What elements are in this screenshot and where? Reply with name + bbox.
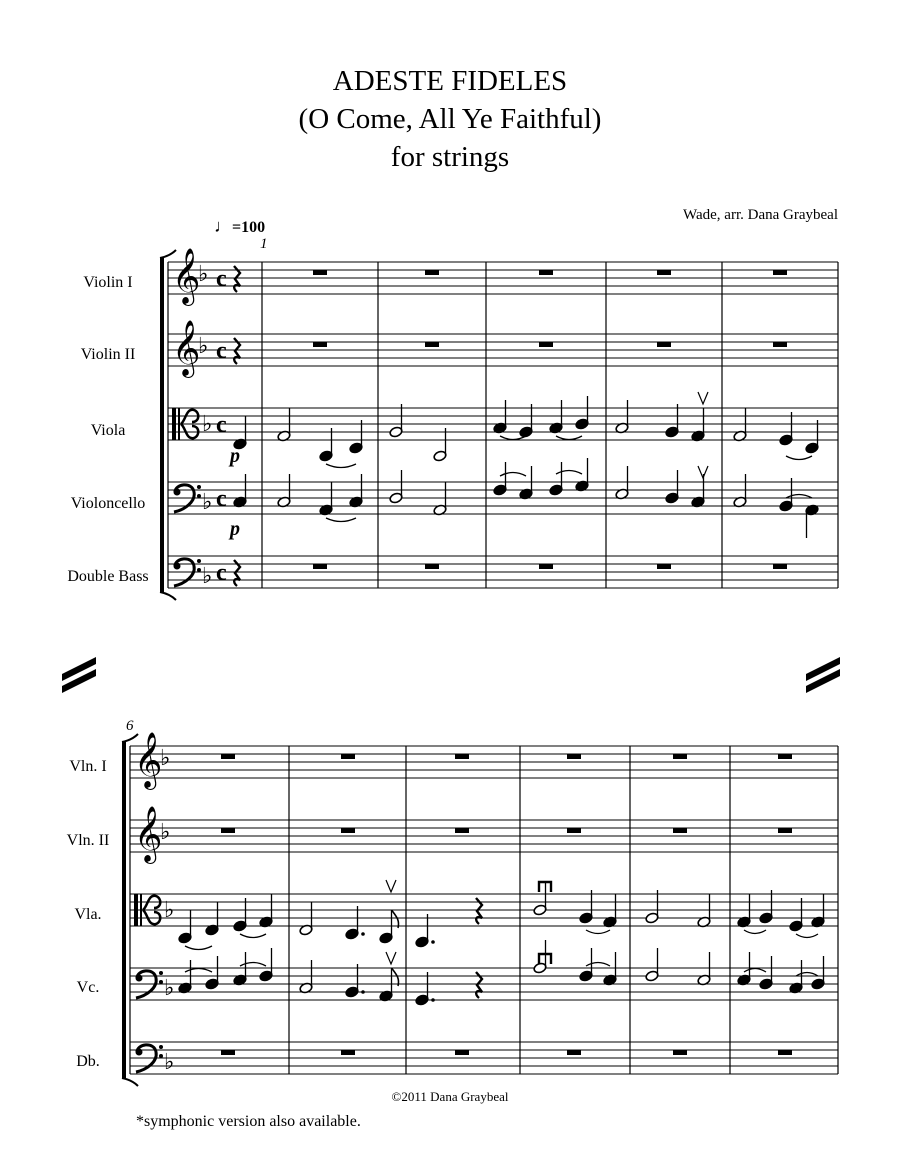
instrument-label-vc: Vc.: [76, 979, 100, 996]
whole-rest: [313, 342, 327, 347]
flat-icon: ♭: [164, 976, 175, 1001]
dot: [361, 990, 365, 994]
whole-rest: [673, 1050, 687, 1055]
treble-clef-icon: 𝄞: [134, 732, 163, 788]
flat-icon: ♭: [164, 1050, 175, 1075]
whole-rest: [773, 270, 787, 275]
whole-rest: [773, 342, 787, 347]
bracket-bottom: [160, 592, 176, 600]
alto-clef-icon: [134, 894, 138, 926]
whole-rest: [673, 828, 687, 833]
bass-clef-icon: [159, 1045, 163, 1049]
whole-rest: [778, 1050, 792, 1055]
flat-icon: ♭: [164, 898, 175, 923]
dynamic-piano-cello: p: [230, 518, 240, 540]
measure-number-system1: 1: [260, 236, 268, 252]
whole-rest: [425, 564, 439, 569]
common-time-icon: c: [216, 338, 227, 364]
whole-rest: [455, 828, 469, 833]
flat-icon: ♭: [202, 564, 213, 589]
slur: [744, 969, 766, 973]
common-time-icon: c: [216, 266, 227, 292]
alto-clef-icon: [143, 896, 160, 910]
barlines: [130, 262, 838, 1074]
system-separator-icon: [62, 657, 96, 693]
slur: [556, 436, 582, 440]
common-time-icon: c: [216, 560, 227, 586]
quarter-note-icon: ♩: [214, 216, 232, 236]
whole-rest: [567, 1050, 581, 1055]
flat-icon: ♭: [160, 746, 171, 771]
treble-clef-icon: 𝄞: [172, 320, 201, 376]
whole-rest: [778, 828, 792, 833]
flat-icon: ♭: [202, 412, 213, 437]
instrument-label-vln2: Vln. II: [66, 832, 110, 849]
alto-clef-icon: [181, 410, 198, 424]
whole-rest: [567, 754, 581, 759]
footnote: *symphonic version also available.: [136, 1113, 361, 1130]
slur: [786, 495, 812, 499]
whole-rest: [567, 828, 581, 833]
whole-rest: [313, 564, 327, 569]
system-separator-icon: [806, 657, 840, 693]
whole-rest: [773, 564, 787, 569]
note-flag: [392, 910, 399, 928]
bass-clef-icon: [197, 494, 201, 498]
dot: [431, 998, 435, 1002]
instrument-label-bass: Double Bass: [67, 568, 149, 585]
bass-clef-icon: [136, 975, 143, 982]
whole-rest: [425, 342, 439, 347]
dot: [361, 932, 365, 936]
bass-clef-icon: [159, 980, 163, 984]
whole-rest: [539, 342, 553, 347]
up-bow-icon: [698, 392, 708, 404]
slur: [796, 973, 818, 977]
composer-credit: Wade, arr. Dana Graybeal: [683, 207, 838, 223]
slur: [744, 930, 766, 934]
whole-rest: [657, 270, 671, 275]
bass-clef-icon: [197, 485, 201, 489]
instrument-label-viola: Viola: [90, 422, 126, 439]
whole-rest: [341, 754, 355, 759]
tempo-value: =100: [232, 219, 266, 236]
bass-clef-icon: [174, 489, 181, 496]
whole-rest: [657, 564, 671, 569]
whole-rest: [425, 270, 439, 275]
instrument-label-vln1: Vln. I: [69, 758, 107, 775]
clefs: [134, 248, 227, 1075]
note-flag: [392, 968, 399, 986]
alto-clef-icon: [178, 408, 180, 440]
instrument-label-violin1: Violin I: [83, 274, 133, 291]
flat-icon: ♭: [202, 490, 213, 515]
alto-clef-icon: [181, 424, 198, 438]
bracket: [160, 258, 164, 592]
whole-rest: [539, 270, 553, 275]
instrument-label-cello: Violoncello: [70, 495, 146, 512]
flat-icon: ♭: [160, 820, 171, 845]
copyright: ©2011 Dana Graybeal: [391, 1089, 509, 1104]
alto-clef-icon: [172, 408, 176, 440]
whole-rest: [673, 754, 687, 759]
slur: [586, 930, 610, 934]
whole-rest: [221, 754, 235, 759]
articulation-marks: [386, 392, 708, 964]
whole-rest: [539, 564, 553, 569]
slur: [796, 934, 818, 938]
bracket-bottom: [122, 1078, 138, 1086]
bass-clef-icon: [136, 1049, 143, 1056]
rests: [221, 266, 792, 1055]
subtitle-instrumentation: for strings: [390, 141, 510, 173]
whole-rest: [455, 1050, 469, 1055]
slur: [185, 946, 212, 950]
dot: [431, 940, 435, 944]
slur: [556, 471, 582, 475]
bass-clef-icon: [174, 563, 181, 570]
common-time-icon: c: [216, 412, 227, 438]
whole-rest: [221, 1050, 235, 1055]
bass-clef-icon: [159, 1054, 163, 1058]
whole-rest: [341, 828, 355, 833]
bracket: [122, 742, 126, 1078]
whole-rest: [341, 1050, 355, 1055]
whole-rest: [455, 754, 469, 759]
whole-rest: [313, 270, 327, 275]
slur: [500, 473, 526, 477]
notes: [178, 396, 825, 1006]
bass-clef-icon: [197, 559, 201, 563]
alto-clef-icon: [140, 894, 142, 926]
up-bow-icon: [386, 952, 396, 964]
slur: [240, 934, 266, 938]
whole-rest: [657, 342, 671, 347]
slur: [326, 464, 356, 468]
treble-clef-icon: 𝄞: [134, 806, 163, 862]
dynamic-piano-viola: p: [230, 445, 240, 467]
measure-number-system2: 6: [126, 718, 134, 734]
slur: [240, 963, 266, 967]
title: ADESTE FIDELES: [332, 65, 568, 97]
slur: [185, 969, 212, 973]
bass-clef-icon: [159, 971, 163, 975]
instrument-label-db: Db.: [76, 1053, 100, 1070]
slur: [786, 456, 812, 460]
staff-lines: [130, 262, 838, 1074]
whole-rest: [221, 828, 235, 833]
instrument-label-vla: Vla.: [74, 906, 102, 923]
instrument-label-violin2: Violin II: [80, 346, 136, 363]
flat-icon: ♭: [198, 334, 209, 359]
whole-rest: [778, 754, 792, 759]
common-time-icon: c: [216, 486, 227, 512]
subtitle: (O Come, All Ye Faithful): [298, 103, 602, 135]
slur: [586, 963, 610, 967]
bass-clef-icon: [197, 568, 201, 572]
alto-clef-icon: [143, 910, 160, 924]
slur: [326, 518, 356, 522]
flat-icon: ♭: [198, 262, 209, 287]
treble-clef-icon: 𝄞: [172, 248, 201, 304]
up-bow-icon: [386, 880, 396, 892]
